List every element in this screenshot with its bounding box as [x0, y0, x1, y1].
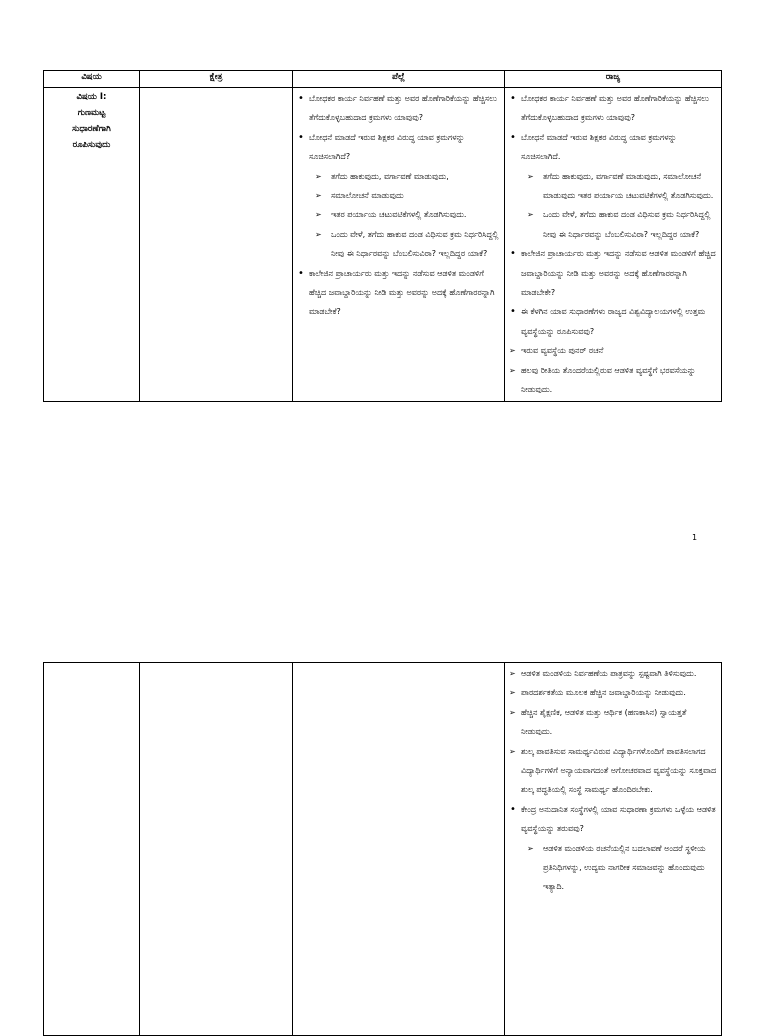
sub-item: ➢ ಆಡಳಿತ ಮಂಡಳಿಯ ರಚನೆಯಲ್ಲಿನ ಬದಲಾವಣೆ ಅಂದರೆ ಸ್ಥಳೀಯ ಪ್ರತಿನಿಧಿಗಳನ್ನು, ಉದ್ಯಮ ನಾಗರೀಕ ಸಮಾಜವನ್ನು ಹೊಂದುವುದು ಇತ್ಯಾದಿ. [521, 839, 717, 897]
header-subject: ವಿಷಯ [44, 71, 140, 88]
list-item: ➢ ಹೆಚ್ಚಿನ ಶೈಕ್ಷಣಿಕ, ಆಡಳಿತ ಮತ್ತು ಆರ್ಥಿಕ (ಹಣಕಾಸಿನ) ಸ್ವಾಯತ್ತತೆ ನೀಡುವುದು. [509, 703, 717, 742]
sub-item: ➢ ಒಂದು ವೇಳೆ, ತಗೆದು ಹಾಕುವ ದಂಡ ವಿಧಿಸುವ ಕ್ರಮ ನಿರ್ಧರಿಸಿದ್ದಲ್ಲಿ ನೀವು ಈ ನಿರ್ಧಾರವನ್ನು ಬೆಂಬಲಿಸುವಿರಾ? ಇಲ್ಲದಿದ್ದರ ಯಾಕೆ? [521, 205, 717, 244]
field-cell [140, 88, 293, 402]
list-item [509, 128, 717, 244]
level-cell [293, 88, 505, 402]
field-cell [140, 663, 293, 1036]
item-text: ಕಾಲೇಜಿನ ಪ್ರಾಚಾರ್ಯರು ಮತ್ತು ಇದನ್ನು ನಡೆಸುವ ಆಡಳಿತ ಮಂಡಳಿಗೆ ಹೆಚ್ಚಿದ ಜವಾಬ್ದಾರಿಯನ್ನು ನೀಡಿ ಮತ್ತು ಅವರನ್ನು ಅದಕ್ಕೆ ಹೊಣೆಗಾರರನ್ನಾಗಿ ಮಾಡಬೇಕೇ? [521, 249, 716, 298]
list-item: ➢ ಪಾರದರ್ಶಕತೆಯ ಮೂಲಕ ಹೆಚ್ಚಿನ ಜವಾಬ್ದಾರಿಯನ್ನು ನೀಡುವುದು. [509, 683, 717, 702]
list-item: ➢ ಇರುವ ವ್ಯವಸ್ಥೆಯ ಪುನರ್ ರಚನೆ [509, 341, 717, 360]
level-cell [293, 663, 505, 1036]
state-cell [505, 88, 722, 402]
header-level: ಪೆಲ್ಲೆ [293, 71, 505, 88]
item-text: ಬೋಧನೆ ಮಾಡದೆ ಇರುವ ಶಿಕ್ಷಕರ ವಿರುದ್ಧ ಯಾವ ಕ್ರಮಗಳನ್ನು ಸೂಚಿಸಲಾಗಿದೆ. [521, 132, 677, 162]
item-text: ಬೋಧಕರ ಕಾರ್ಯ ನಿರ್ವಹಣೆ ಮತ್ತು ಅವರ ಹೊಣೆಗಾರಿಕೆಯನ್ನು ಹೆಚ್ಚಿಸಲು ತೆಗೆದುಕೊಳ್ಳಬಹುದಾದ ಕ್ರಮಗಳು ಯಾವುವು? [521, 94, 709, 123]
sub-item: ➢ ತಗೆದು ಹಾಕುವುದು, ವರ್ಗಾವಣೆ ಮಾಡುವುದು, [309, 167, 500, 186]
subject-line: ಗುಣಮಟ್ಟ [77, 108, 106, 118]
list-item: ➢ ಆಡಳಿತ ಮಂಡಳಿಯ ನಿರ್ವಹಣೆಯ ಪಾತ್ರವನ್ನು ಸ್ಪಷ್ಟವಾಗಿ ತಿಳಿಸುವುದು. [509, 664, 717, 683]
page-number: 1 [692, 533, 698, 542]
sub-item: ➢ ಒಂದು ವೇಳೆ, ತಗೆದು ಹಾಕುವ ದಂಡ ವಿಧಿಸುವ ಕ್ರಮ ನಿರ್ಧರಿಸಿದ್ದಲ್ಲಿ ನೀವು ಈ ನಿರ್ಧಾರವನ್ನು ಬೆಂಬಲಿಸುವಿರಾ? ಇಲ್ಲದಿದ್ದರ ಯಾಕೆ? [309, 225, 500, 264]
list-item [509, 302, 717, 341]
consultation-table [43, 70, 722, 402]
subject-line: ಸುಧಾರಣೆಗಾಗಿ [72, 124, 111, 134]
header-state: ರಾಜ್ಯ [505, 71, 722, 88]
item-text: ಬೋಧನೆ ಮಾಡದೆ ಇರುವ ಶಿಕ್ಷಕರ ವಿರುದ್ಧ ಯಾವ ಕ್ರಮಗಳನ್ನು ಸೂಚಿಸಲಾಗಿದೆ? [309, 132, 465, 162]
item-text: ಕೇಂದ್ರ ಅನುದಾನಿತ ಸಂಸ್ಥೆಗಳಲ್ಲಿ ಯಾವ ಸುಧಾರಣಾ ಕ್ರಮಗಳು ಒಳ್ಳೆಯ ಆಡಳಿತ ವ್ಯವಸ್ಥೆಯನ್ನು ತರುವವು? [521, 804, 716, 834]
list-item: ➢ ಹಲವು ರೀತಿಯ ತೊಂದರೆಯಲ್ಲಿರುವ ಆಡಳಿತ ವ್ಯವಸ್ಥೆಗೆ ಭರವಸೆಯನ್ನು ನೀಡುವುದು. [509, 361, 717, 400]
item-text: ಕಾಲೇಜಿನ ಪ್ರಾಚಾರ್ಯರು ಮತ್ತು ಇದನ್ನು ನಡೆಸುವ ಆಡಳಿತ ಮಂಡಳಿಗೆ ಹೆಚ್ಚಿದ ಜವಾಬ್ದಾರಿಯನ್ನು ನೀಡಿ ಮತ್ತು ಅವರನ್ನು ಅದಕ್ಕೆ ಹೊಣೆಗಾರರನ್ನಾಗಿ ಮಾಡಬೇಕೆ? [309, 268, 495, 317]
list-item [297, 264, 500, 322]
list-item [509, 800, 717, 897]
subject-cell [44, 88, 140, 402]
table-row [44, 663, 722, 1036]
sub-item: ➢ ಸಮಾಲೋಚನೆ ಮಾಡುವುದು [309, 186, 500, 205]
list-item: ➢ ಶುಲ್ಕ ಪಾವತಿಸುವ ಸಾಮರ್ಥ್ಯವಿರುವ ವಿದ್ಯಾರ್ಥಿಗಳೊಂದಿಗೆ ಪಾವತಿಸಲಾಗದ ವಿದ್ಯಾರ್ಥಿಗಳಿಗೆ ಅನ್ಯಾಯವಾಗದಂತೆ ಅಗೋಚರವಾದ ವ್ಯವಸ್ಥೆಯನ್ನು ಸೂಕ್ತವಾದ ಶುಲ್ಕ ಪದ್ಧತಿಯಲ್ಲಿ ಸಂಸ್ಥೆ ಸಾಮರ್ಥ್ಯ ಹೊಂದಿರಬೇಕು. [509, 742, 717, 800]
list-item [509, 244, 717, 302]
list-item [297, 89, 500, 128]
consultation-table-continued [43, 662, 722, 1036]
table-row [44, 88, 722, 402]
document-page-2 [0, 600, 768, 1024]
sub-item: ➢ ತಗೆದು ಹಾಕುವುದು, ವರ್ಗಾವಣೆ ಮಾಡುವುದು, ಸಮಾಲೋಚನೆ ಮಾಡುವುದು ಇತರ ಪರ್ಯಾಯ ಚಟುವಟಿಕೆಗಳಲ್ಲಿ ತೊಡಗಿಸುವುದು. [521, 167, 717, 206]
sub-item: ➢ ಇತರ ಪರ್ಯಾಯ ಚಟುವಟಿಕೆಗಳಲ್ಲಿ ತೊಡಗಿಸುವುದು. [309, 205, 500, 224]
item-text: ಬೋಧಕರ ಕಾರ್ಯ ನಿರ್ವಹಣೆ ಮತ್ತು ಅವರ ಹೊಣೆಗಾರಿಕೆಯನ್ನು ಹೆಚ್ಚಿಸಲು ತೆಗೆದುಕೊಳ್ಳಬಹುದಾದ ಕ್ರಮಗಳು ಯಾವುವು? [309, 94, 497, 123]
list-item [297, 128, 500, 264]
subject-line: ರೂಪಿಸುವುದು [72, 140, 111, 150]
subject-line: ವಿಷಯ I: [76, 92, 107, 102]
item-text: ಈ ಕೆಳಗಿನ ಯಾವ ಸುಧಾರಣೆಗಳು ರಾಜ್ಯದ ವಿಶ್ವವಿದ್ಯಾಲಯಗಳಲ್ಲಿ ಉತ್ತಮ ವ್ಯವಸ್ಥೆಯನ್ನು ರೂಪಿಸುವವು? [521, 307, 706, 336]
state-cell [505, 663, 722, 1036]
page-gap [0, 548, 768, 600]
subject-cell [44, 663, 140, 1036]
list-item [509, 89, 717, 128]
table-header-row [44, 71, 722, 88]
header-field: ಕ್ಷೇತ್ರ [140, 71, 293, 88]
